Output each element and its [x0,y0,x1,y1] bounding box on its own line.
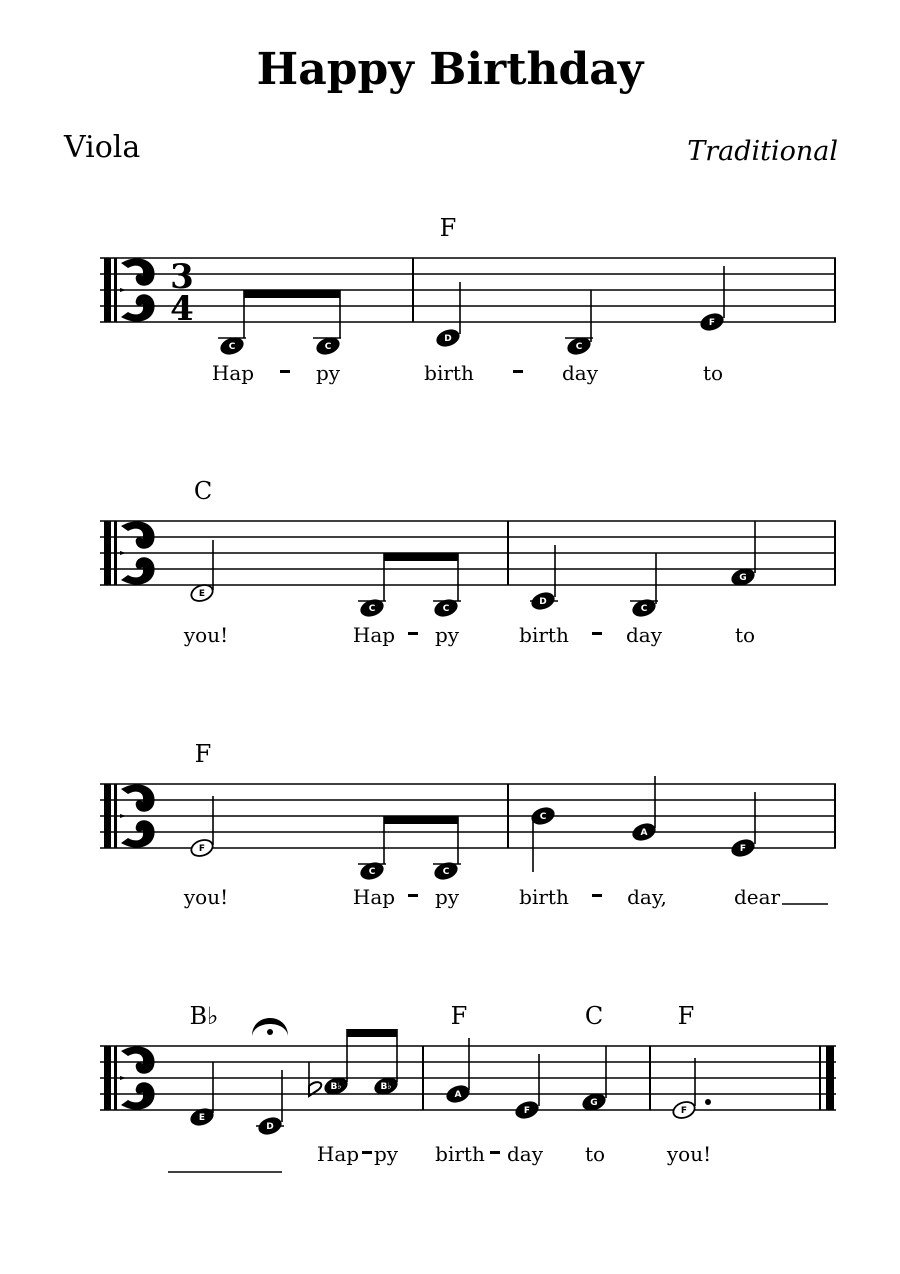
note-name: G [739,573,747,583]
note [565,290,593,358]
note [256,1070,284,1138]
note [729,521,757,589]
note [189,796,215,859]
note-name: B♭ [330,1082,342,1092]
note [529,545,557,613]
note [434,282,462,350]
lyric-syllable: Hap [211,361,255,385]
lyric-syllable: day [561,361,599,385]
note [358,816,386,883]
lyric-syllable: py [434,623,460,647]
note-name: A [454,1090,462,1100]
note-name: D [266,1122,274,1132]
note [671,1058,711,1121]
lyric-syllable: to [734,623,756,647]
note-name: F [523,1106,531,1116]
note-name: D [539,597,547,607]
note [630,553,658,620]
note [358,553,386,620]
note [529,804,557,872]
lyric-syllable: you! [183,885,229,909]
lyric-syllable: to [702,361,724,385]
lyric-syllable: to [584,1142,606,1166]
lyric-hyphen [490,1151,500,1154]
note-name: E [198,1113,206,1123]
note-name: G [590,1098,598,1108]
staff-lines [100,521,836,585]
instrument-name: Viola [64,130,141,165]
flat-icon [309,1062,321,1096]
chord-symbol: B♭ [189,1002,219,1030]
staff-lines [100,258,836,322]
note-name: E [198,589,206,599]
note [188,1062,216,1129]
note-name: C [575,342,583,352]
lyric-syllable: day [506,1142,544,1166]
chord-symbol: F [677,1002,695,1030]
note-name: F [708,318,716,328]
time-sig-beat-type: 4 [170,289,194,329]
chord-symbol: F [439,214,457,242]
note [372,1029,400,1098]
chord-symbol: C [584,1002,604,1030]
lyric-syllable: py [315,361,341,385]
lyric-syllable: Hap [316,1142,360,1166]
system-2 [100,477,836,647]
lyric-syllable: Hap [352,885,396,909]
lyric-syllable: birth [519,623,569,647]
note [432,816,460,883]
chord-symbol: F [450,1002,468,1030]
chord-symbol: F [194,740,212,768]
beam [244,290,340,298]
system-1 [100,214,836,385]
note-name: C [539,812,547,822]
note [698,266,726,334]
staff-lines [100,784,836,848]
note-name: C [442,604,450,614]
note-name: C [324,342,332,352]
time-sig-beats: 3 [170,257,194,297]
lyric-hyphen [513,370,523,373]
note-name: F [739,844,747,854]
beam [384,553,458,561]
note [314,290,342,358]
note [322,1029,350,1098]
composer-name: Traditional [687,136,838,167]
lyric-syllable: dear [733,885,781,909]
note-name: F [680,1106,688,1116]
note-name: C [640,604,648,614]
lyric-syllable: day, [627,885,667,909]
system-3 [100,740,836,909]
note-name: B♭ [380,1082,392,1092]
note-name: C [228,342,236,352]
note [444,1038,472,1106]
note-name: C [442,867,450,877]
lyric-hyphen [592,632,602,635]
lyric-syllable: you! [183,623,229,647]
lyric-syllable: birth [424,361,474,385]
system-4 [100,1002,836,1172]
lyric-syllable: py [434,885,460,909]
chord-symbol: C [193,477,213,505]
lyric-hyphen [280,370,290,373]
note-name: C [368,867,376,877]
note [513,1054,541,1122]
note [630,776,658,844]
note [432,553,460,620]
lyric-syllable: birth [435,1142,485,1166]
fermata-icon [252,1018,288,1036]
lyric-syllable: you! [666,1142,712,1166]
note [218,290,246,358]
lyric-syllable: Hap [352,623,396,647]
score-title: Happy Birthday [256,44,644,95]
beam [384,816,458,824]
note-name: F [198,844,206,854]
lyric-syllable: day [625,623,663,647]
lyric-hyphen [592,894,602,897]
note [729,792,757,860]
note [189,540,215,604]
lyric-syllable: birth [519,885,569,909]
lyric-syllable: py [373,1142,399,1166]
lyric-hyphen [408,632,418,635]
note [580,1046,608,1114]
lyric-hyphen [408,894,418,897]
staff-lines [100,1046,836,1110]
note-name: C [368,604,376,614]
augmentation-dot [705,1099,711,1105]
note-name: A [640,828,648,838]
beam [347,1029,397,1037]
lyric-hyphen [362,1151,372,1154]
note-name: D [444,334,452,344]
